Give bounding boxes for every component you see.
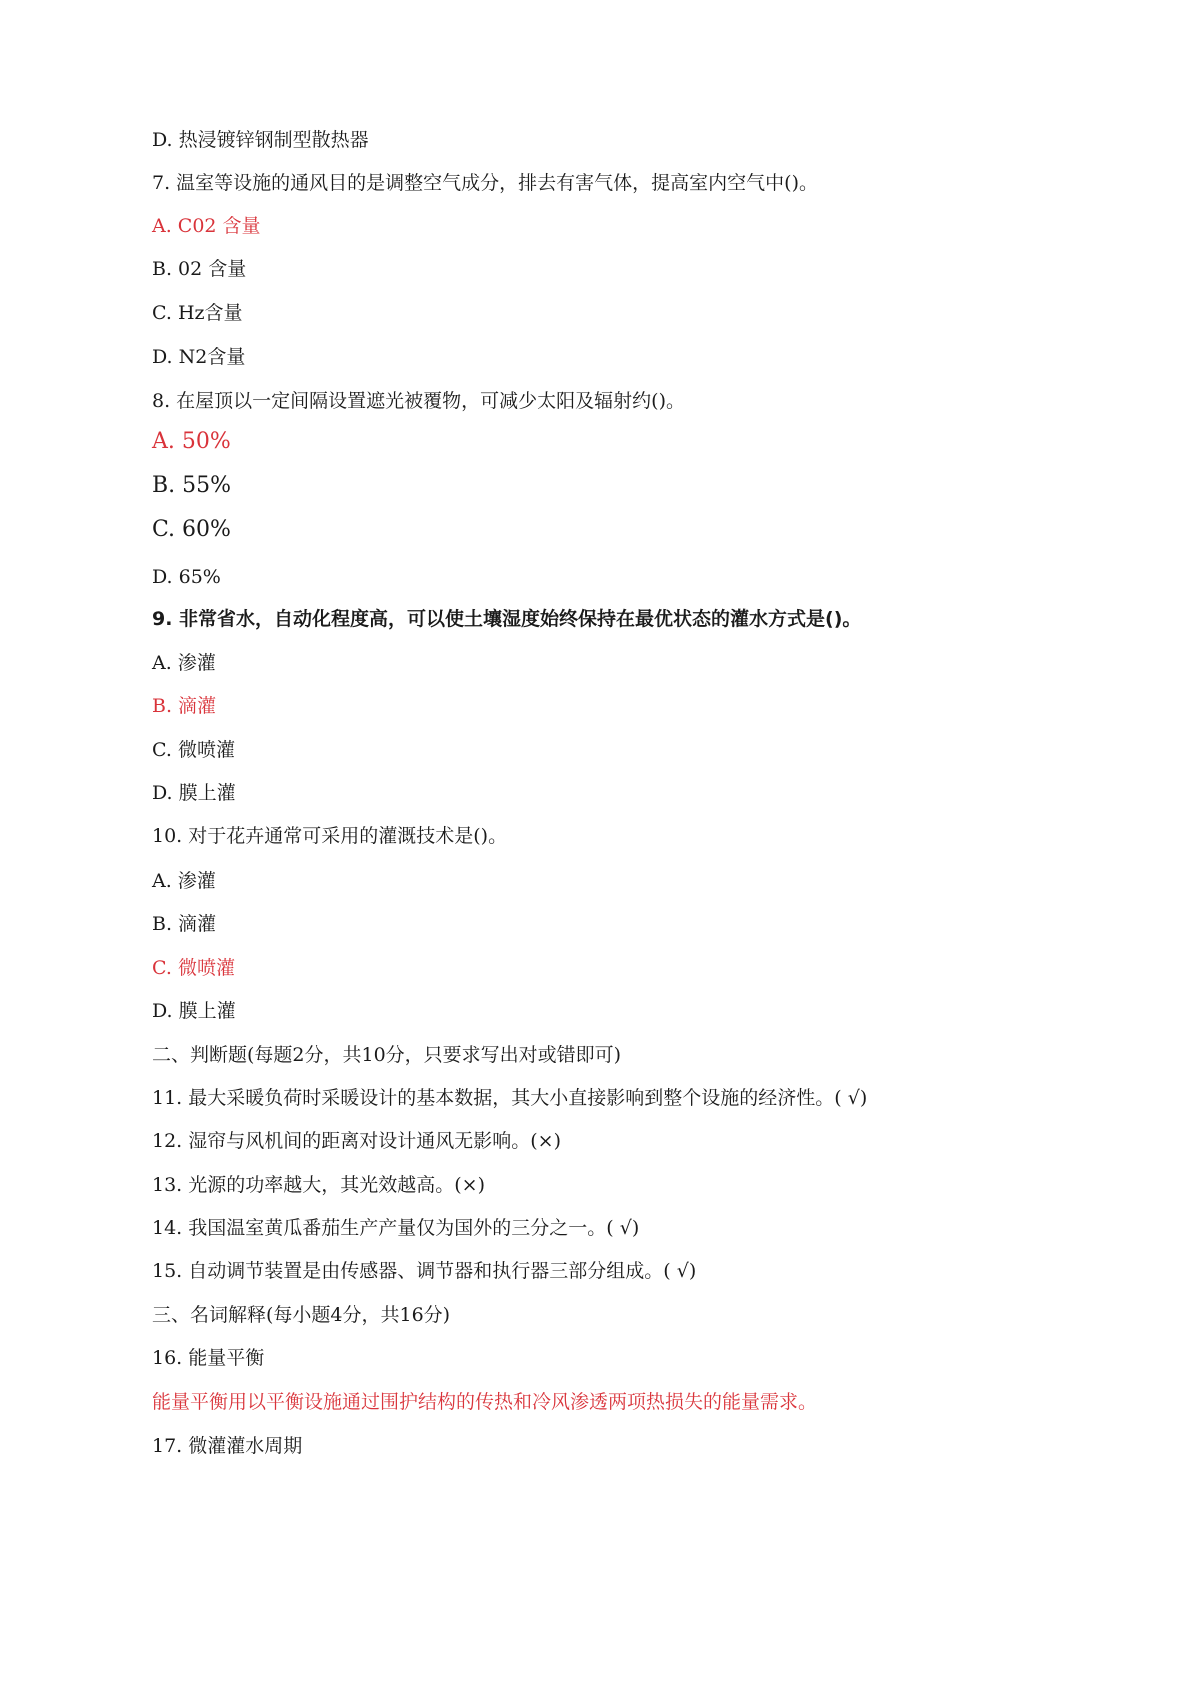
q10-option-c-answer: C. 微喷灌 xyxy=(152,957,235,979)
q9-question: 9. 非常省水，自动化程度高，可以使土壤湿度始终保持在最优状态的灌水方式是()。 xyxy=(152,608,862,630)
q9-option-c: C. 微喷灌 xyxy=(152,739,235,761)
q16-term: 16. 能量平衡 xyxy=(152,1347,265,1369)
q15-statement: 15. 自动调节装置是由传感器、调节器和执行器三部分组成。( √) xyxy=(152,1260,697,1282)
q16-answer: 能量平衡用以平衡设施通过围护结构的传热和冷风渗透两项热损失的能量需求。 xyxy=(152,1391,818,1413)
q8-option-c: C. 60% xyxy=(152,517,231,542)
q9-option-d: D. 膜上灌 xyxy=(152,782,236,804)
section-2-heading: 二、判断题(每题2分，共10分，只要求写出对或错即可) xyxy=(152,1044,622,1066)
q8-option-a-answer: A. 50% xyxy=(152,429,231,454)
q8-question: 8. 在屋顶以一定间隔设置遮光被覆物，可减少太阳及辐射约()。 xyxy=(152,390,685,412)
q7-option-d: D. N2含量 xyxy=(152,346,246,368)
q7-option-a-answer: A. C02 含量 xyxy=(152,215,261,237)
q13-statement: 13. 光源的功率越大，其光效越高。(×) xyxy=(152,1174,486,1196)
q10-option-b: B. 滴灌 xyxy=(152,913,217,935)
q11-statement: 11. 最大采暖负荷时采暖设计的基本数据，其大小直接影响到整个设施的经济性。( √) xyxy=(152,1087,868,1109)
q7-question: 7. 温室等设施的通风目的是调整空气成分，排去有害气体，提高室内空气中()。 xyxy=(152,172,818,194)
q9-option-a: A. 渗灌 xyxy=(152,652,216,674)
q10-question: 10. 对于花卉通常可采用的灌溉技术是()。 xyxy=(152,825,508,847)
q9-option-b-answer: B. 滴灌 xyxy=(152,695,217,717)
q10-option-d: D. 膜上灌 xyxy=(152,1000,236,1022)
q7-option-c: C. Hz含量 xyxy=(152,302,243,324)
q17-term: 17. 微灌灌水周期 xyxy=(152,1435,303,1457)
q6-option-d: D. 热浸镀锌钢制型散热器 xyxy=(152,129,369,151)
q14-statement: 14. 我国温室黄瓜番茄生产产量仅为国外的三分之一。( √) xyxy=(152,1217,640,1239)
q7-option-b: B. 02 含量 xyxy=(152,258,247,280)
q10-option-a: A. 渗灌 xyxy=(152,870,216,892)
q8-option-d: D. 65% xyxy=(152,566,221,588)
q12-statement: 12. 湿帘与风机间的距离对设计通风无影响。(×) xyxy=(152,1130,562,1152)
section-3-heading: 三、名词解释(每小题4分，共16分) xyxy=(152,1304,451,1326)
q8-option-b: B. 55% xyxy=(152,473,232,498)
